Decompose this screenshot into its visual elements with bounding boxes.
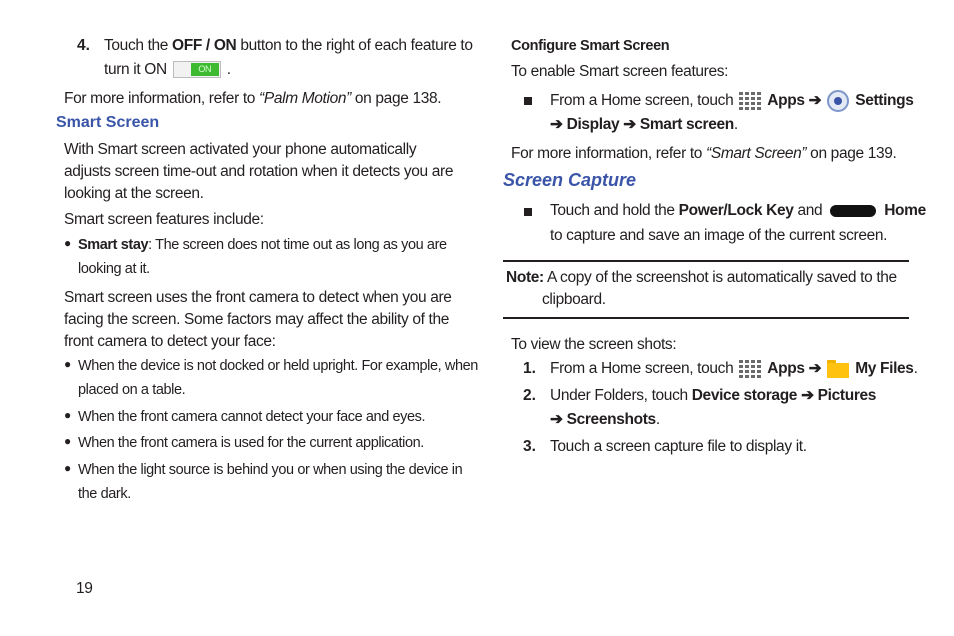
folder-icon: [827, 360, 849, 378]
on-toggle-icon: ON: [173, 61, 221, 78]
bullet-icon: ●: [64, 357, 72, 371]
bullet-icon: ●: [64, 236, 72, 250]
home-key-icon: [830, 205, 876, 217]
to-view-text: To view the screen shots:: [511, 336, 677, 353]
apps-icon: [739, 91, 761, 111]
note-bottom-rule: [503, 317, 909, 319]
to-enable-text: To enable Smart screen features:: [511, 63, 729, 80]
step-number: 4.: [77, 37, 90, 54]
features-include: Smart screen features include:: [64, 211, 264, 228]
bullet-icon: ●: [64, 461, 72, 475]
screen-capture-heading: Screen Capture: [503, 170, 637, 190]
step-4-line-1: Touch the OFF / ON button to the right of each feature to: [104, 37, 473, 54]
bullet-icon: ●: [64, 434, 72, 448]
apps-icon: [739, 359, 761, 379]
smart-screen-reference: For more information, refer to “Smart Screen” on page 139.: [511, 145, 897, 162]
page-number: 19: [76, 580, 93, 597]
square-bullet-icon: [524, 97, 532, 105]
bullet-icon: ●: [64, 408, 72, 422]
smart-screen-heading: Smart Screen: [56, 114, 160, 131]
palm-motion-reference: For more information, refer to “Palm Motion” on page 138.: [64, 90, 442, 107]
configure-smart-screen-heading: Configure Smart Screen: [511, 38, 670, 54]
step-4-line-2: turn it ON ON .: [104, 61, 231, 78]
note-top-rule: [503, 260, 909, 262]
settings-gear-icon: [827, 90, 849, 112]
square-bullet-icon: [524, 208, 532, 216]
